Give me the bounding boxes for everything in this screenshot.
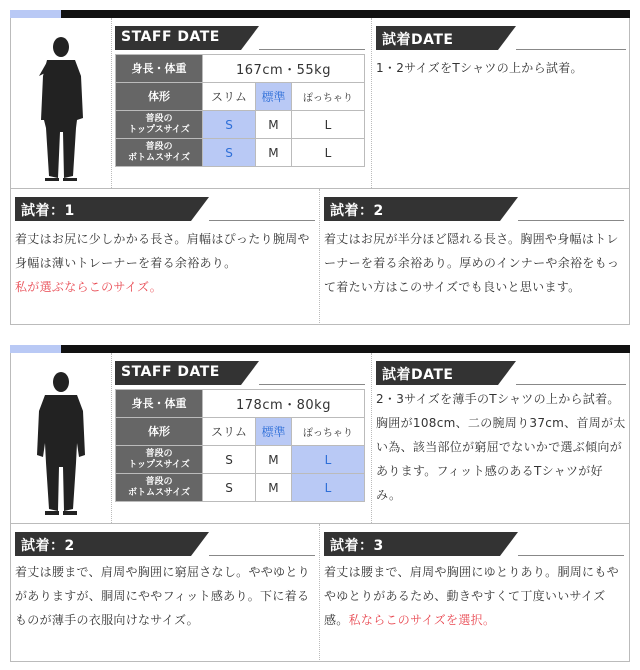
height-weight-row — [116, 390, 365, 418]
person-phone-silhouette-icon — [33, 36, 89, 181]
spec-table — [115, 389, 365, 502]
trial-1-section — [11, 189, 320, 325]
bottoms-size-m: M — [256, 139, 292, 167]
tried-date-header — [376, 26, 626, 50]
height-weight-row — [116, 55, 365, 83]
tried-date-text: 2・3サイズを薄手のTシャツの上から試着。胸囲が108cm、二の腕周り37cm、首周が太い為、該当部位が窮屈でないかで選ぶ傾向があります。フィット感のあるTシャツが好み。 — [376, 392, 626, 502]
tried-date-section — [371, 18, 630, 188]
staff-data-section — [115, 26, 365, 167]
trial-2-header — [15, 532, 315, 556]
trial-2-title: 試着：2 — [330, 203, 384, 219]
tops-size-s: S — [203, 446, 256, 474]
spec-table — [115, 54, 365, 167]
height-weight-value: 167cm・55kg — [203, 55, 365, 83]
tops-size-row — [116, 446, 365, 474]
body-type-row — [116, 418, 365, 446]
bottoms-size-l: L — [291, 139, 364, 167]
trial-1-header — [15, 197, 315, 221]
body-type-standard: 標準 — [256, 83, 292, 111]
trial-3-header — [324, 532, 624, 556]
trial-2-header — [324, 197, 624, 221]
tops-size-row — [116, 111, 365, 139]
bottoms-size-row — [116, 474, 365, 502]
silhouette-area — [11, 18, 112, 188]
bottoms-size-m: M — [256, 474, 292, 502]
trial-2-section — [11, 524, 320, 662]
trial-2-title: 試着：2 — [21, 538, 75, 554]
block-frame — [10, 353, 630, 662]
tops-size-s: S — [203, 111, 256, 139]
body-type-slim: スリム — [203, 83, 256, 111]
tried-date-header — [376, 361, 626, 385]
staff-date-header — [115, 361, 365, 385]
trial-2-text: 着丈はお尻が半分ほど隠れる長さ。胸囲や身幅はトレーナーを着る余裕あり。厚めのインナーや余裕をもって着たい方はこのサイズでも良いと思います。 — [324, 232, 620, 294]
trial-1-highlight: 私が選ぶならこのサイズ。 — [15, 280, 163, 294]
staff-block-1 — [10, 10, 630, 326]
staff-date-title: STAFF DATE — [121, 29, 220, 45]
person-standing-silhouette-icon — [33, 371, 89, 516]
tried-date-section — [371, 353, 630, 523]
tops-size-m: M — [256, 111, 292, 139]
tried-date-title: 試着DATE — [382, 367, 454, 383]
tops-size-m: M — [256, 446, 292, 474]
top-bar-accent — [10, 10, 61, 18]
silhouette-area — [11, 353, 112, 523]
trial-3-text: 着丈は腰まで、肩周や胸囲にゆとりあり。胴周にもややゆとりがあるため、動きやすくて丁度いいサイズ感。私ならこのサイズを選択。 — [324, 565, 619, 627]
body-type-label: 体形 — [116, 83, 203, 111]
tried-date-text: 1・2サイズをTシャツの上から試着。 — [376, 61, 583, 75]
staff-date-title: STAFF DATE — [121, 364, 220, 380]
bottoms-size-s: S — [203, 474, 256, 502]
top-bar-accent — [10, 345, 61, 353]
tops-size-label: 普段の トップスサイズ — [116, 111, 203, 139]
body-type-label: 体形 — [116, 418, 203, 446]
bottoms-size-l: L — [291, 474, 364, 502]
staff-date-header — [115, 26, 365, 50]
bottoms-size-label: 普段の ボトムスサイズ — [116, 139, 203, 167]
staff-block-2 — [10, 345, 630, 663]
block-top-bar — [10, 10, 630, 18]
trial-3-section — [320, 524, 629, 662]
bottoms-size-label: 普段の ボトムスサイズ — [116, 474, 203, 502]
trial-2-text: 着丈は腰まで、肩周や胸囲に窮屈さなし。ややゆとりがありますが、胴周にややフィット感あり。下に着るものが薄手の衣服向けなサイズ。 — [15, 565, 310, 627]
tried-date-title: 試着DATE — [382, 32, 454, 48]
trial-3-title: 試着：3 — [330, 538, 384, 554]
tops-size-l: L — [291, 446, 364, 474]
trial-3-highlight: 私ならこのサイズを選択。 — [348, 613, 496, 627]
body-type-chubby: ぽっちゃり — [291, 418, 364, 446]
bottoms-size-s: S — [203, 139, 256, 167]
body-type-row — [116, 83, 365, 111]
body-type-chubby: ぽっちゃり — [291, 83, 364, 111]
height-weight-label: 身長・体重 — [116, 55, 203, 83]
block-top-bar — [10, 345, 630, 353]
trial-1-title: 試着：1 — [21, 203, 75, 219]
body-type-standard: 標準 — [256, 418, 292, 446]
trial-2-section — [320, 189, 629, 325]
staff-data-section — [115, 361, 365, 502]
height-weight-label: 身長・体重 — [116, 390, 203, 418]
block-frame — [10, 18, 630, 325]
bottoms-size-row — [116, 139, 365, 167]
height-weight-value: 178cm・80kg — [203, 390, 365, 418]
tops-size-label: 普段の トップスサイズ — [116, 446, 203, 474]
body-type-slim: スリム — [203, 418, 256, 446]
trial-1-text: 着丈はお尻に少しかかる長さ。肩幅はぴったり腕周や身幅は薄いトレーナーを着る余裕あり。 私が選ぶならこのサイズ。 — [15, 232, 310, 294]
tops-size-l: L — [291, 111, 364, 139]
